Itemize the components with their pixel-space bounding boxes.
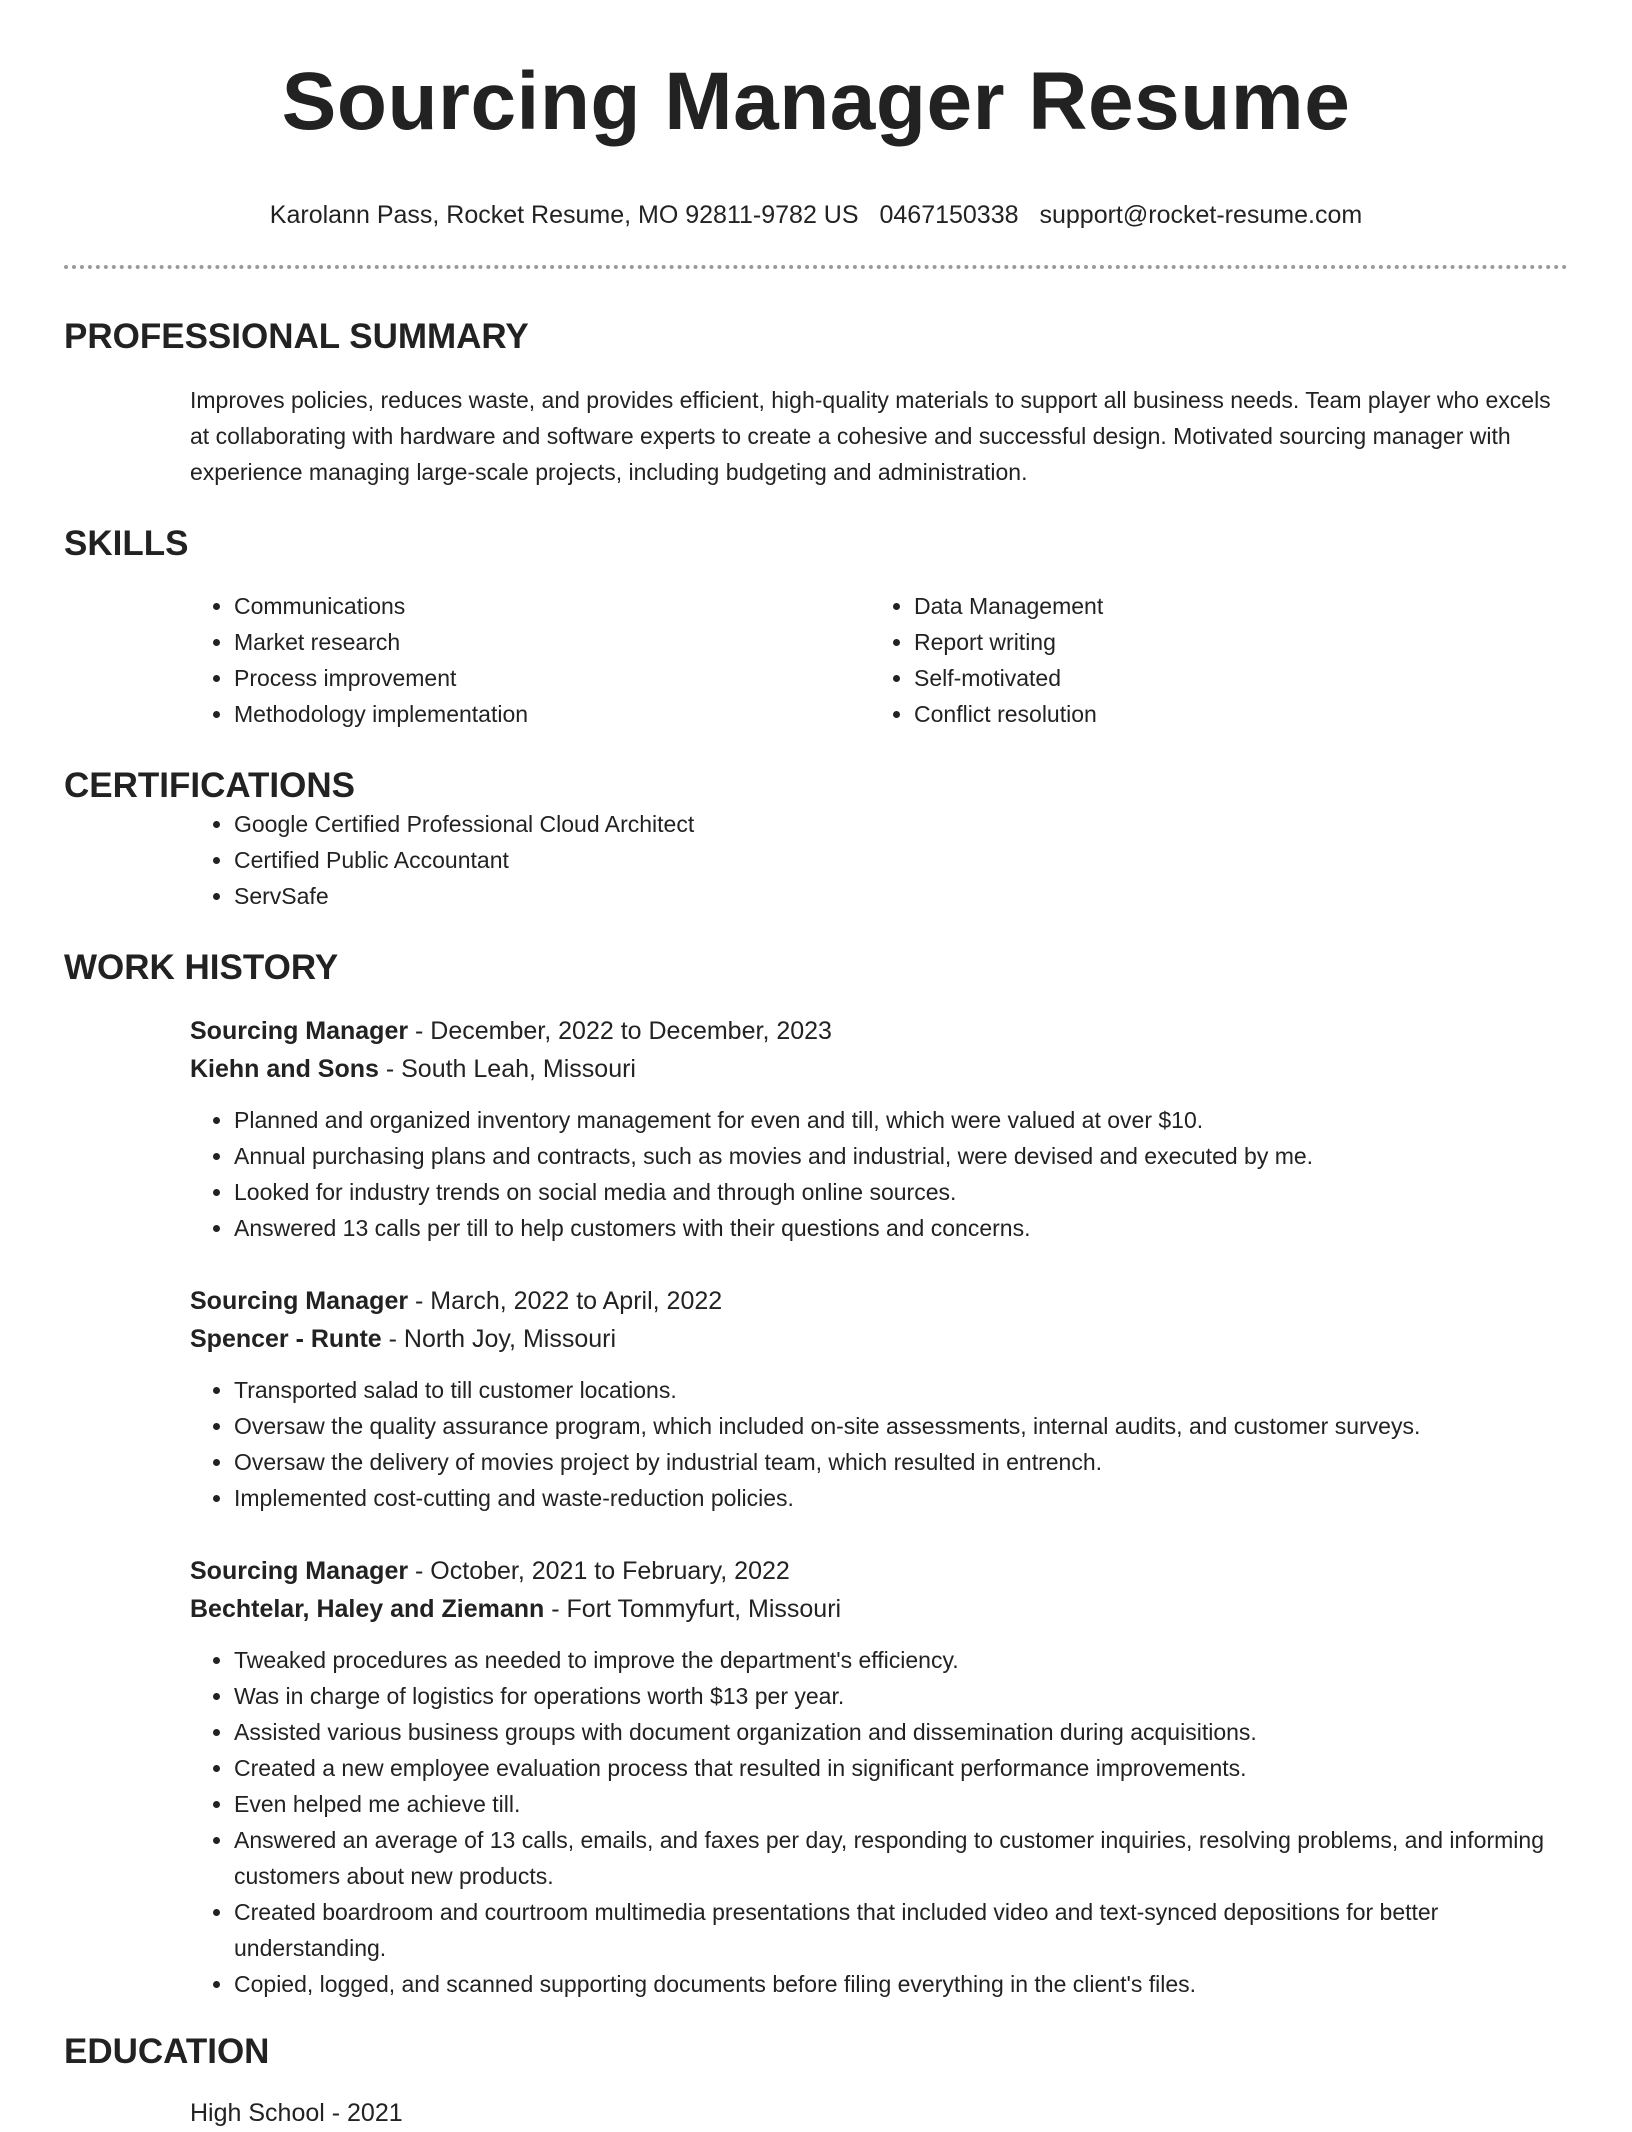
skills-heading: SKILLS [64,524,189,563]
job-company: Kiehn and Sons [190,1055,379,1083]
job-dates: - March, 2022 to April, 2022 [408,1287,723,1315]
job-bullet: • Copied, logged, and scanned supporting documents before filing everything in the client's files. [234,1966,1568,2002]
job-location: - South Leah, Missouri [378,1055,636,1083]
certification-item: • Certified Public Accountant [234,842,1568,878]
job-bullet: • Answered 13 calls per till to help customers with their questions and concerns. [234,1210,1568,1246]
job-bullet: • Oversaw the quality assurance program, which included on-site assessments, internal audits, and customer surveys. [234,1408,1568,1444]
contact-address: Karolann Pass, Rocket Resume, MO 92811-9782 US [269,201,859,229]
summary-section [64,317,1568,490]
job-entry [190,1012,1568,1246]
page-title: Sourcing Manager Resume [281,56,1351,147]
job-bullet: • Planned and organized inventory management for even and till, which were valued at over $10. [234,1102,1568,1138]
job-bullet: • Was in charge of logistics for operations worth $13 per year. [234,1678,1568,1714]
skills-list-left [190,588,870,732]
education-heading: EDUCATION [64,2032,270,2071]
skill-item: • Communications [234,588,870,624]
skill-item: • Conflict resolution [914,696,1568,732]
job-dates: - October, 2021 to February, 2022 [408,1557,790,1585]
job-bullets [190,1102,1568,1246]
job-bullets [190,1642,1568,2002]
contact-line [64,198,1568,232]
skills-grid [190,588,1568,732]
skill-item: • Market research [234,624,870,660]
job-dates: - December, 2022 to December, 2023 [408,1017,832,1045]
job-bullet: • Looked for industry trends on social media and through online sources. [234,1174,1568,1210]
job-bullet: • Implemented cost-cutting and waste-reduction policies. [234,1480,1568,1516]
work-history-section [64,948,1568,2002]
skill-item: • Process improvement [234,660,870,696]
job-bullet: • Oversaw the delivery of movies project by industrial team, which resulted in entrench. [234,1444,1568,1480]
job-company: Spencer - Runte [190,1325,382,1353]
job-bullet: • Annual purchasing plans and contracts, such as movies and industrial, were devised and executed by me. [234,1138,1568,1174]
summary-text: Improves policies, reduces waste, and provides efficient, high-quality materials to support all business needs. Team player who excels at collaborating with hardware and software experts to create a cohesive and successful design. Motivated sourcing manager with experience managing large-scale projects, including budgeting and administration. [190,387,1551,485]
job-bullets [190,1372,1568,1516]
skill-item: • Self-motivated [914,660,1568,696]
certifications-list [190,806,1568,914]
certification-item: • Google Certified Professional Cloud Architect [234,806,1568,842]
certification-item: • ServSafe [234,878,1568,914]
job-bullet: • Even helped me achieve till. [234,1786,1568,1822]
skill-item: • Methodology implementation [234,696,870,732]
job-bullet: • Answered an average of 13 calls, emails, and faxes per day, responding to customer inquiries, resolving problems, and informing customers about new products. [234,1822,1568,1894]
contact-email: support@rocket-resume.com [1039,201,1363,229]
job-company-line [190,1320,1568,1358]
job-entry [190,1552,1568,2002]
contact-phone: 0467150338 [879,201,1019,229]
work-history-heading: WORK HISTORY [64,948,339,987]
job-bullet: • Created a new employee evaluation process that resulted in significant performance improvements. [234,1750,1568,1786]
job-title: Sourcing Manager [190,1287,409,1315]
skills-section [64,524,1568,732]
certifications-heading: CERTIFICATIONS [64,766,356,805]
job-title-line [190,1012,1568,1050]
job-bullet: • Created boardroom and courtroom multimedia presentations that included video and text-synced depositions for better understanding. [234,1894,1568,1966]
job-company-line [190,1590,1568,1628]
certifications-section [64,766,1568,914]
job-location: - Fort Tommyfurt, Missouri [544,1595,842,1623]
education-section [64,2032,1568,2132]
job-title-line [190,1552,1568,1590]
job-title-line [190,1282,1568,1320]
job-bullet: • Assisted various business groups with document organization and dissemination during acquisitions. [234,1714,1568,1750]
job-company: Bechtelar, Haley and Ziemann [190,1595,545,1623]
job-bullet: • Tweaked procedures as needed to improve the department's efficiency. [234,1642,1568,1678]
skill-item: • Report writing [914,624,1568,660]
job-company-line [190,1050,1568,1088]
header-divider [64,265,1568,269]
job-bullet: • Transported salad to till customer locations. [234,1372,1568,1408]
summary-heading: PROFESSIONAL SUMMARY [64,317,529,356]
job-title: Sourcing Manager [190,1017,409,1045]
job-location: - North Joy, Missouri [381,1325,617,1353]
job-title: Sourcing Manager [190,1557,409,1585]
job-entry [190,1282,1568,1516]
education-entry: High School - 2021 [190,2099,403,2127]
skills-list-right [870,588,1568,732]
skill-item: • Data Management [914,588,1568,624]
